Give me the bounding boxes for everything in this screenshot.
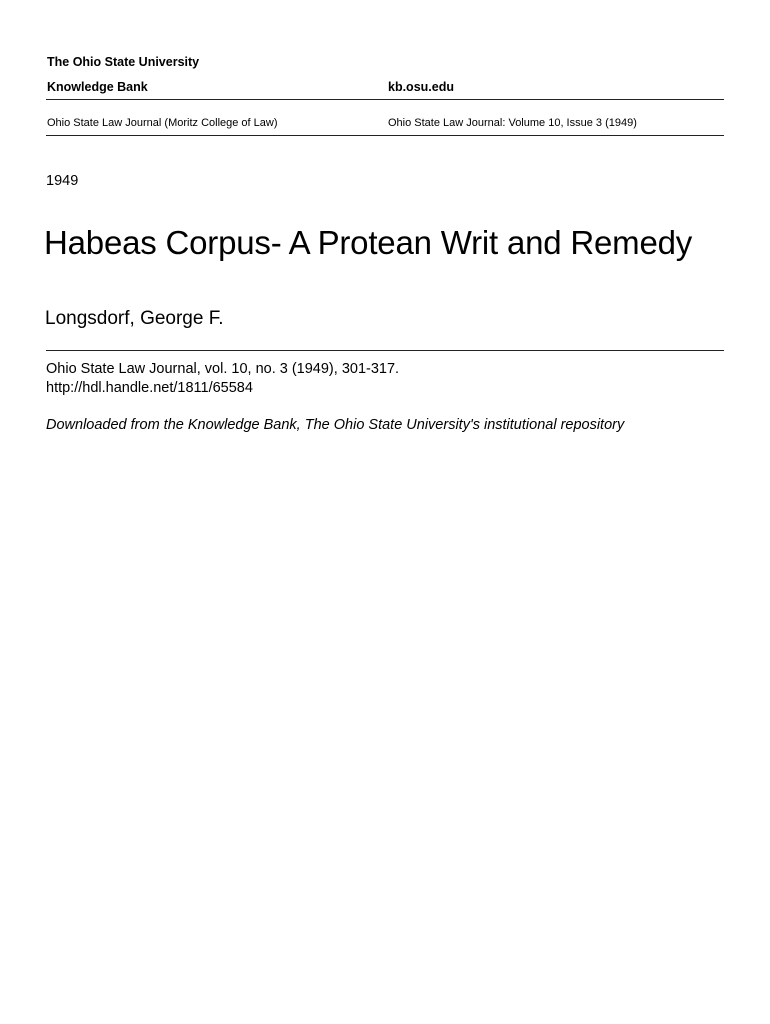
university-name: The Ohio State University (47, 55, 200, 69)
citation-text: Ohio State Law Journal, vol. 10, no. 3 (1949), 301-317. (46, 361, 400, 377)
repository-url-link[interactable]: kb.osu.edu (388, 80, 454, 94)
subheader-divider (46, 135, 724, 136)
document-author: Longsdorf, George F. (45, 308, 224, 329)
download-note: Downloaded from the Knowledge Bank, The Ohio State University's institutional repository (46, 417, 625, 433)
document-title: Habeas Corpus- A Protean Writ and Remedy (44, 224, 693, 261)
publication-year: 1949 (46, 173, 79, 189)
collection-name: Ohio State Law Journal (Moritz College of Law) (47, 117, 278, 129)
header-divider (46, 99, 724, 100)
citation-divider (46, 350, 724, 351)
issue-name: Ohio State Law Journal: Volume 10, Issue 3 (1949) (388, 117, 637, 129)
repository-name: Knowledge Bank (47, 80, 148, 94)
handle-link[interactable]: http://hdl.handle.net/1811/65584 (46, 380, 253, 396)
